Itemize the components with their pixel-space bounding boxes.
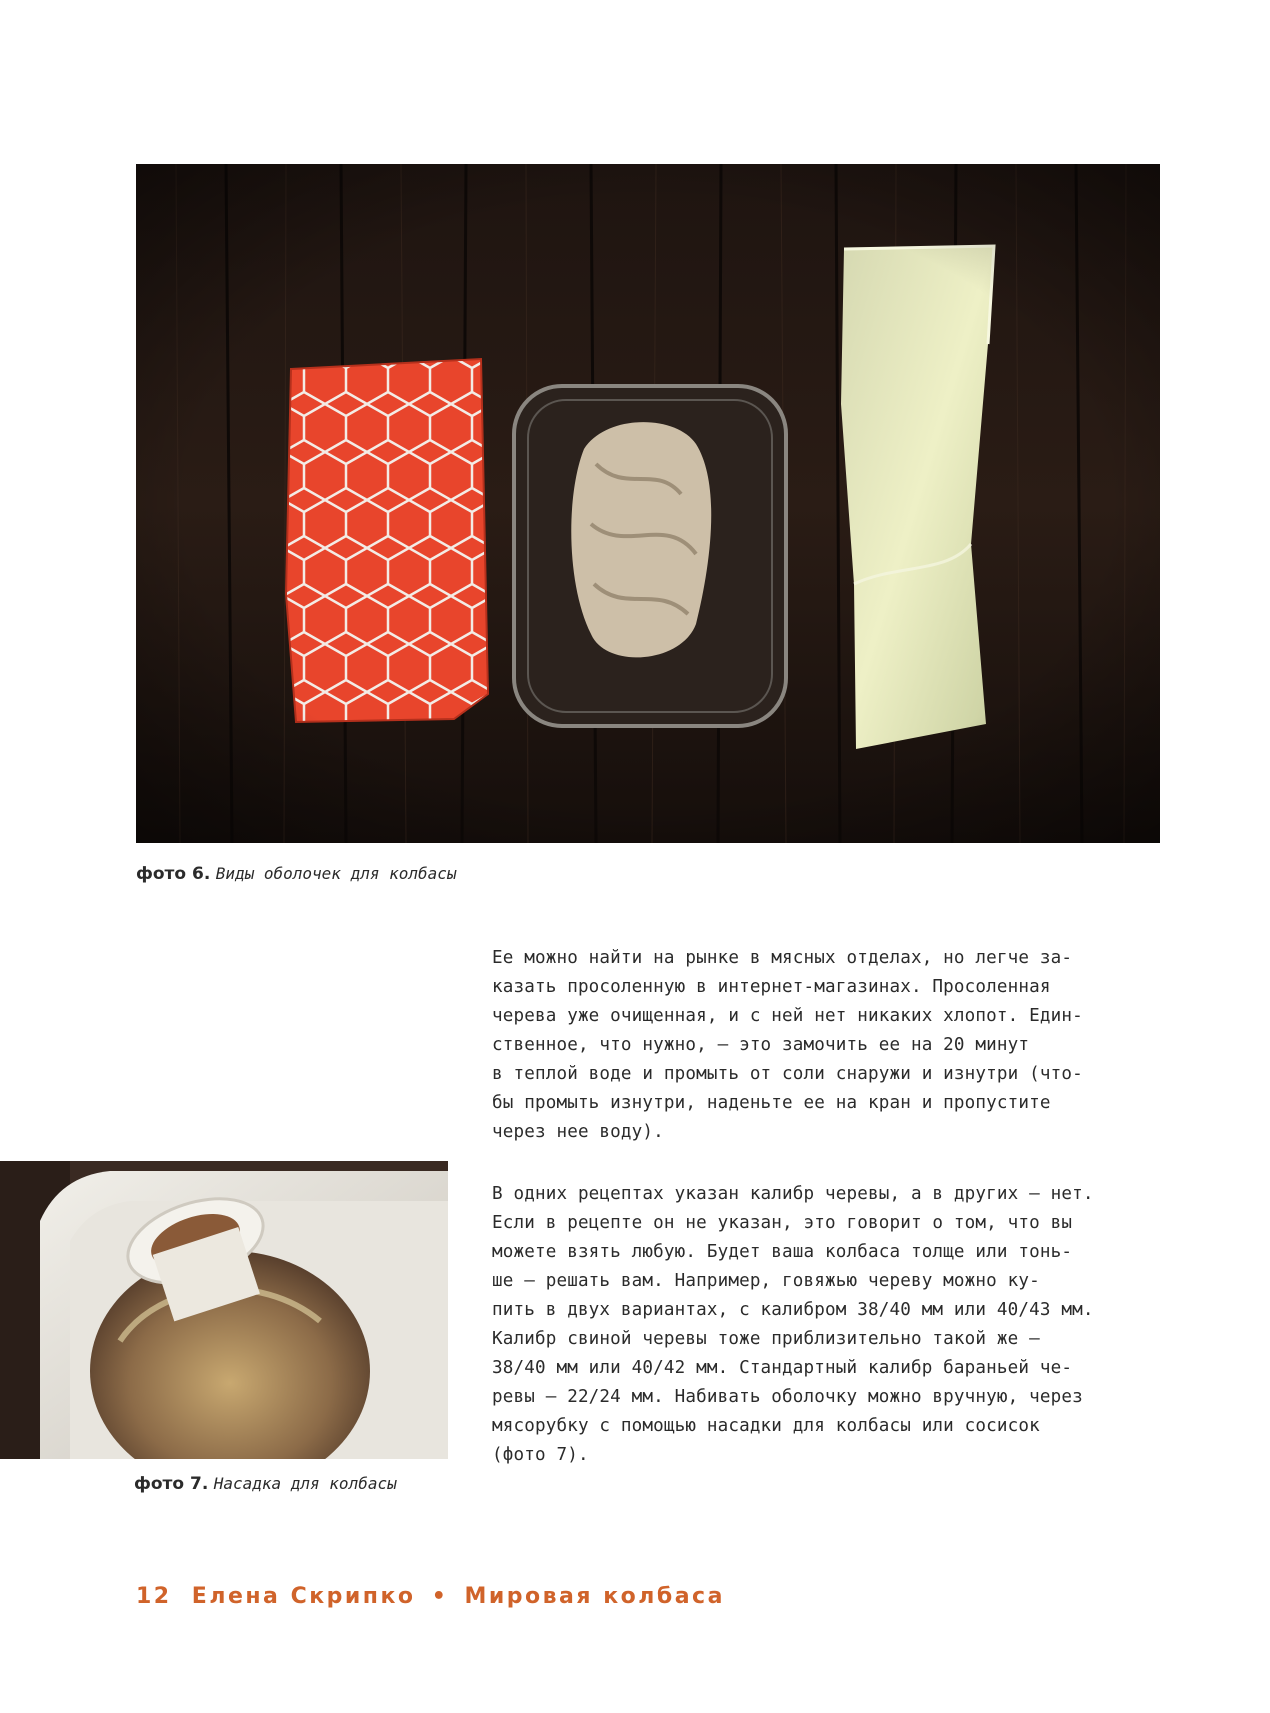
paragraph-line: В одних рецептах указан калибр черевы, а в других – нет. [492,1184,1094,1204]
paragraph-1 [492,944,1162,1147]
footer-separator: • [431,1584,449,1609]
page-footer [136,1584,725,1609]
paragraph-line: (фото 7). [492,1445,589,1465]
paragraph-line: ственное, что нужно, – это замочить ее на 20 минут [492,1035,1030,1055]
paragraph-line: Калибр свиной черевы тоже приблизительно такой же – [492,1329,1040,1349]
paragraph-line: в теплой воде и промыть от соли снаружи и изнутри (что- [492,1064,1083,1084]
page-number: 12 [136,1584,172,1609]
paragraph-line: 38/40 мм или 40/42 мм. Стандартный калибр бараньей че- [492,1358,1073,1378]
photo-6-casings [136,164,1160,843]
paragraph-line: черева уже очищенная, и с ней нет никаких хлопот. Един- [492,1006,1083,1026]
paragraph-line: ревы – 22/24 мм. Набивать оболочку можно вручную, через [492,1387,1083,1407]
paragraph-line: можете взять любую. Будет ваша колбаса толще или тонь- [492,1242,1073,1262]
paragraph-line: Ее можно найти на рынке в мясных отделах, но легче за- [492,948,1073,968]
photo-7-caption-text: Насадка для колбасы [213,1474,397,1493]
photo-6-caption [136,864,457,884]
nozzle-illustration [0,1161,448,1459]
paragraph-2 [492,1180,1162,1470]
photo-7-caption-number: фото 7. [134,1474,209,1494]
paragraph-line: казать просоленную в интернет-магазинах. Просоленная [492,977,1051,997]
paragraph-line: пить в двух вариантах, с калибром 38/40 мм или 40/43 мм. [492,1300,1094,1320]
photo-7-nozzle [0,1161,448,1459]
paragraph-line: Если в рецепте он не указан, это говорит о том, что вы [492,1213,1073,1233]
book-title: Мировая колбаса [464,1584,725,1609]
photo-6-caption-text: Виды оболочек для колбасы [215,864,457,883]
casings-illustration [136,164,1160,843]
photo-7-caption [134,1474,397,1494]
paragraph-line: мясорубку с помощью насадки для колбасы или сосисок [492,1416,1040,1436]
paragraph-line: через нее воду). [492,1122,664,1142]
photo-6-caption-number: фото 6. [136,864,211,884]
paragraph-line: бы промыть изнутри, наденьте ее на кран и пропустите [492,1093,1051,1113]
author-name: Елена Скрипко [191,1584,416,1609]
paragraph-line: ше – решать вам. Например, говяжью череву можно ку- [492,1271,1040,1291]
